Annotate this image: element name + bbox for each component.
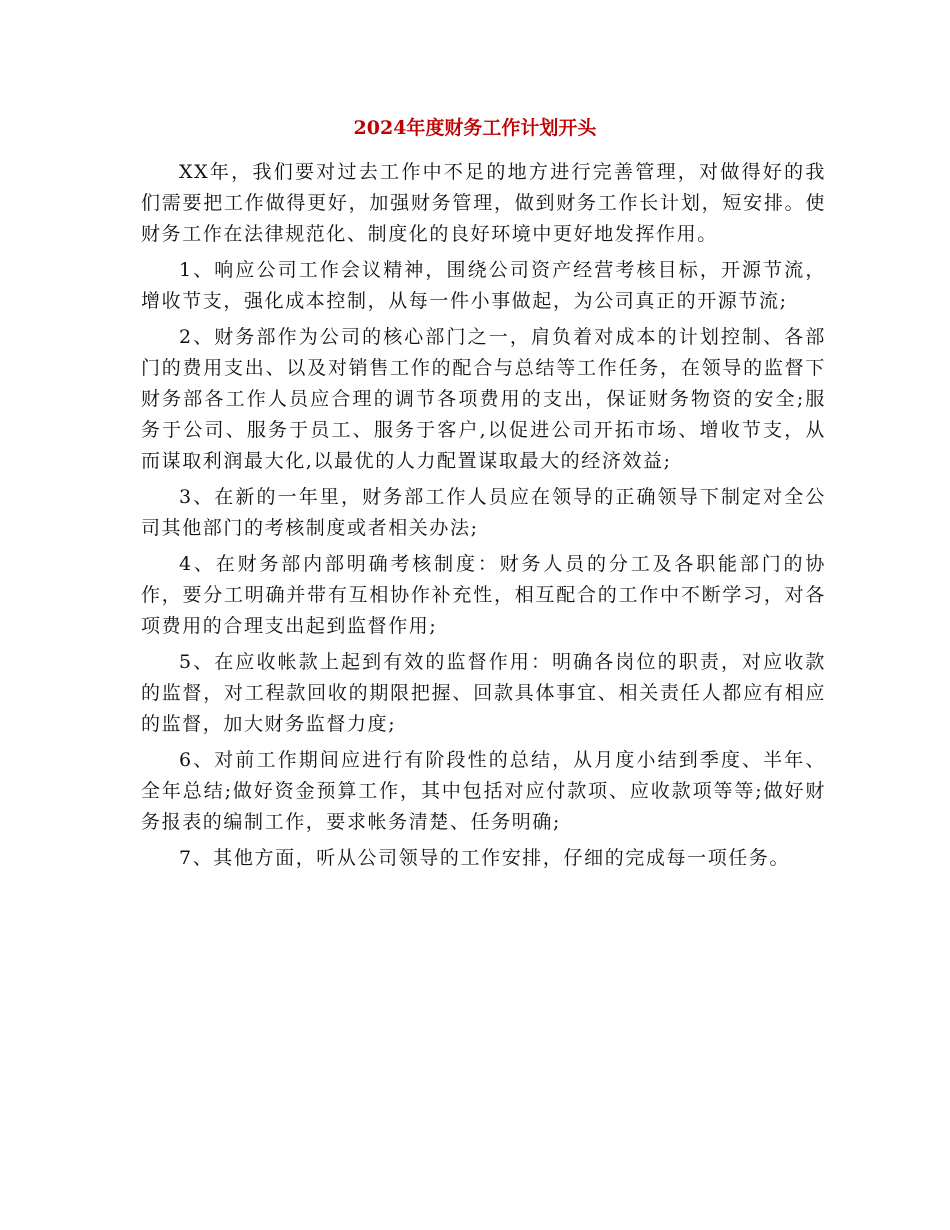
paragraph-item-5: 5、在应收帐款上起到有效的监督作用：明确各岗位的职责，对应收款的监督，对工程款回收的期限把握、回款具体事宜、相关责任人都应有相应的监督，加大财务监督力度; (141, 651, 826, 735)
paragraph-item-3: 3、在新的一年里，财务部工作人员应在领导的正确领导下制定对全公司其他部门的考核制度或者相关办法; (141, 486, 826, 539)
paragraph-item-2: 2、财务部作为公司的核心部门之一，肩负着对成本的计划控制、各部门的费用支出、以及对销售工作的配合与总结等工作任务，在领导的监督下财务部各工作人员应合理的调节各项费用的支出，保证财务物资的安全;服务于公司、服务于员工、服务于客户,以促进公司开拓市场、增收节支，从而谋取利润最大化,以最优的人力配置谋取最大的经济效益; (141, 326, 826, 472)
paragraph-item-1: 1、响应公司工作会议精神，围绕公司资产经营考核目标，开源节流，增收节支，强化成本控制，从每一件小事做起，为公司真正的开源节流; (141, 259, 826, 312)
paragraph-item-6: 6、对前工作期间应进行有阶段性的总结，从月度小结到季度、半年、全年总结;做好资金预算工作，其中包括对应付款项、应收款项等等;做好财务报表的编制工作，要求帐务清楚、任务明确; (141, 749, 826, 833)
paragraph-intro: XX年，我们要对过去工作中不足的地方进行完善管理，对做得好的我们需要把工作做得更好，加强财务管理，做到财务工作长计划，短安排。使财务工作在法律规范化、制度化的良好环境中更好地发挥作用。 (141, 161, 826, 245)
document-title: 2024年度财务工作计划开头 (353, 117, 597, 139)
document-body (141, 157, 826, 879)
paragraph-item-4: 4、在财务部内部明确考核制度：财务人员的分工及各职能部门的协作，要分工明确并带有互相协作补充性，相互配合的工作中不断学习，对各项费用的合理支出起到监督作用; (141, 553, 826, 637)
paragraph-item-7: 7、其他方面，听从公司领导的工作安排，仔细的完成每一项任务。 (179, 847, 791, 869)
